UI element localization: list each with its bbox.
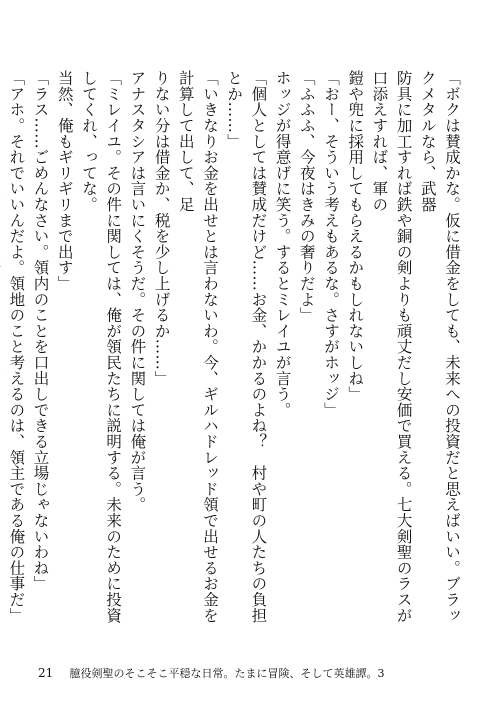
- text-line: 「ラス……ごめんなさい。領内のことを口出しできる立場じゃないわね」: [31, 70, 50, 592]
- text-line: 「ボクは賛成かな。仮に借金をしても、未来への投資だと思えばいい。ブラックメタルなら、武器: [418, 70, 461, 623]
- text-line: 「個人としては賛成だけど……お金、かかるのよね？ 村や町の人たちの負担とか……」: [225, 70, 268, 623]
- vertical-text-body: [7, 70, 464, 630]
- text-line: 「アホ。それでいいんだよ。領地のこと考えるのは、領主である俺の仕事だ」: [7, 70, 26, 623]
- text-line: 「おー、そういう考えもあるな。さすがホッジ」: [321, 70, 340, 418]
- text-line: 当然、俺もギリギリまで出す」: [55, 70, 74, 292]
- text-line: アナスタシアは言いにくそうだ。その件に関しては俺が言う。: [128, 70, 147, 513]
- text-line: 「ミレイユ。その件に関しては、俺が領民たちに説明する。未来のために投資してくれ、ってな。: [79, 70, 123, 623]
- text-line: 「ふふふ、今夜はきみの奢りだよ」: [297, 70, 316, 323]
- page-footer: [38, 665, 385, 681]
- text-line: りない分は借金か、税を少し上げるか……」: [152, 70, 171, 386]
- running-title: 臆役剣聖のそこそこ平穏な日常。たまに冒険、そして英雄譚。3: [69, 667, 385, 680]
- page-number: 21: [38, 666, 54, 680]
- text-line: 防具に加工すれば鉄や銅の剣よりも頑丈だし安価で買える。七大剣聖のラスが口添えすれば、軍の: [370, 70, 413, 623]
- text-line: 鎧や兜に採用してもらえるかもしれないしね」: [346, 70, 365, 402]
- text-line: ホッジが得意げに笑う。するとミレイユが言う。: [273, 70, 292, 418]
- text-line: 「いきなりお金を出せとは言わないわ。今、ギルハドレッド領で出せるお金を計算して出して、足: [176, 70, 219, 623]
